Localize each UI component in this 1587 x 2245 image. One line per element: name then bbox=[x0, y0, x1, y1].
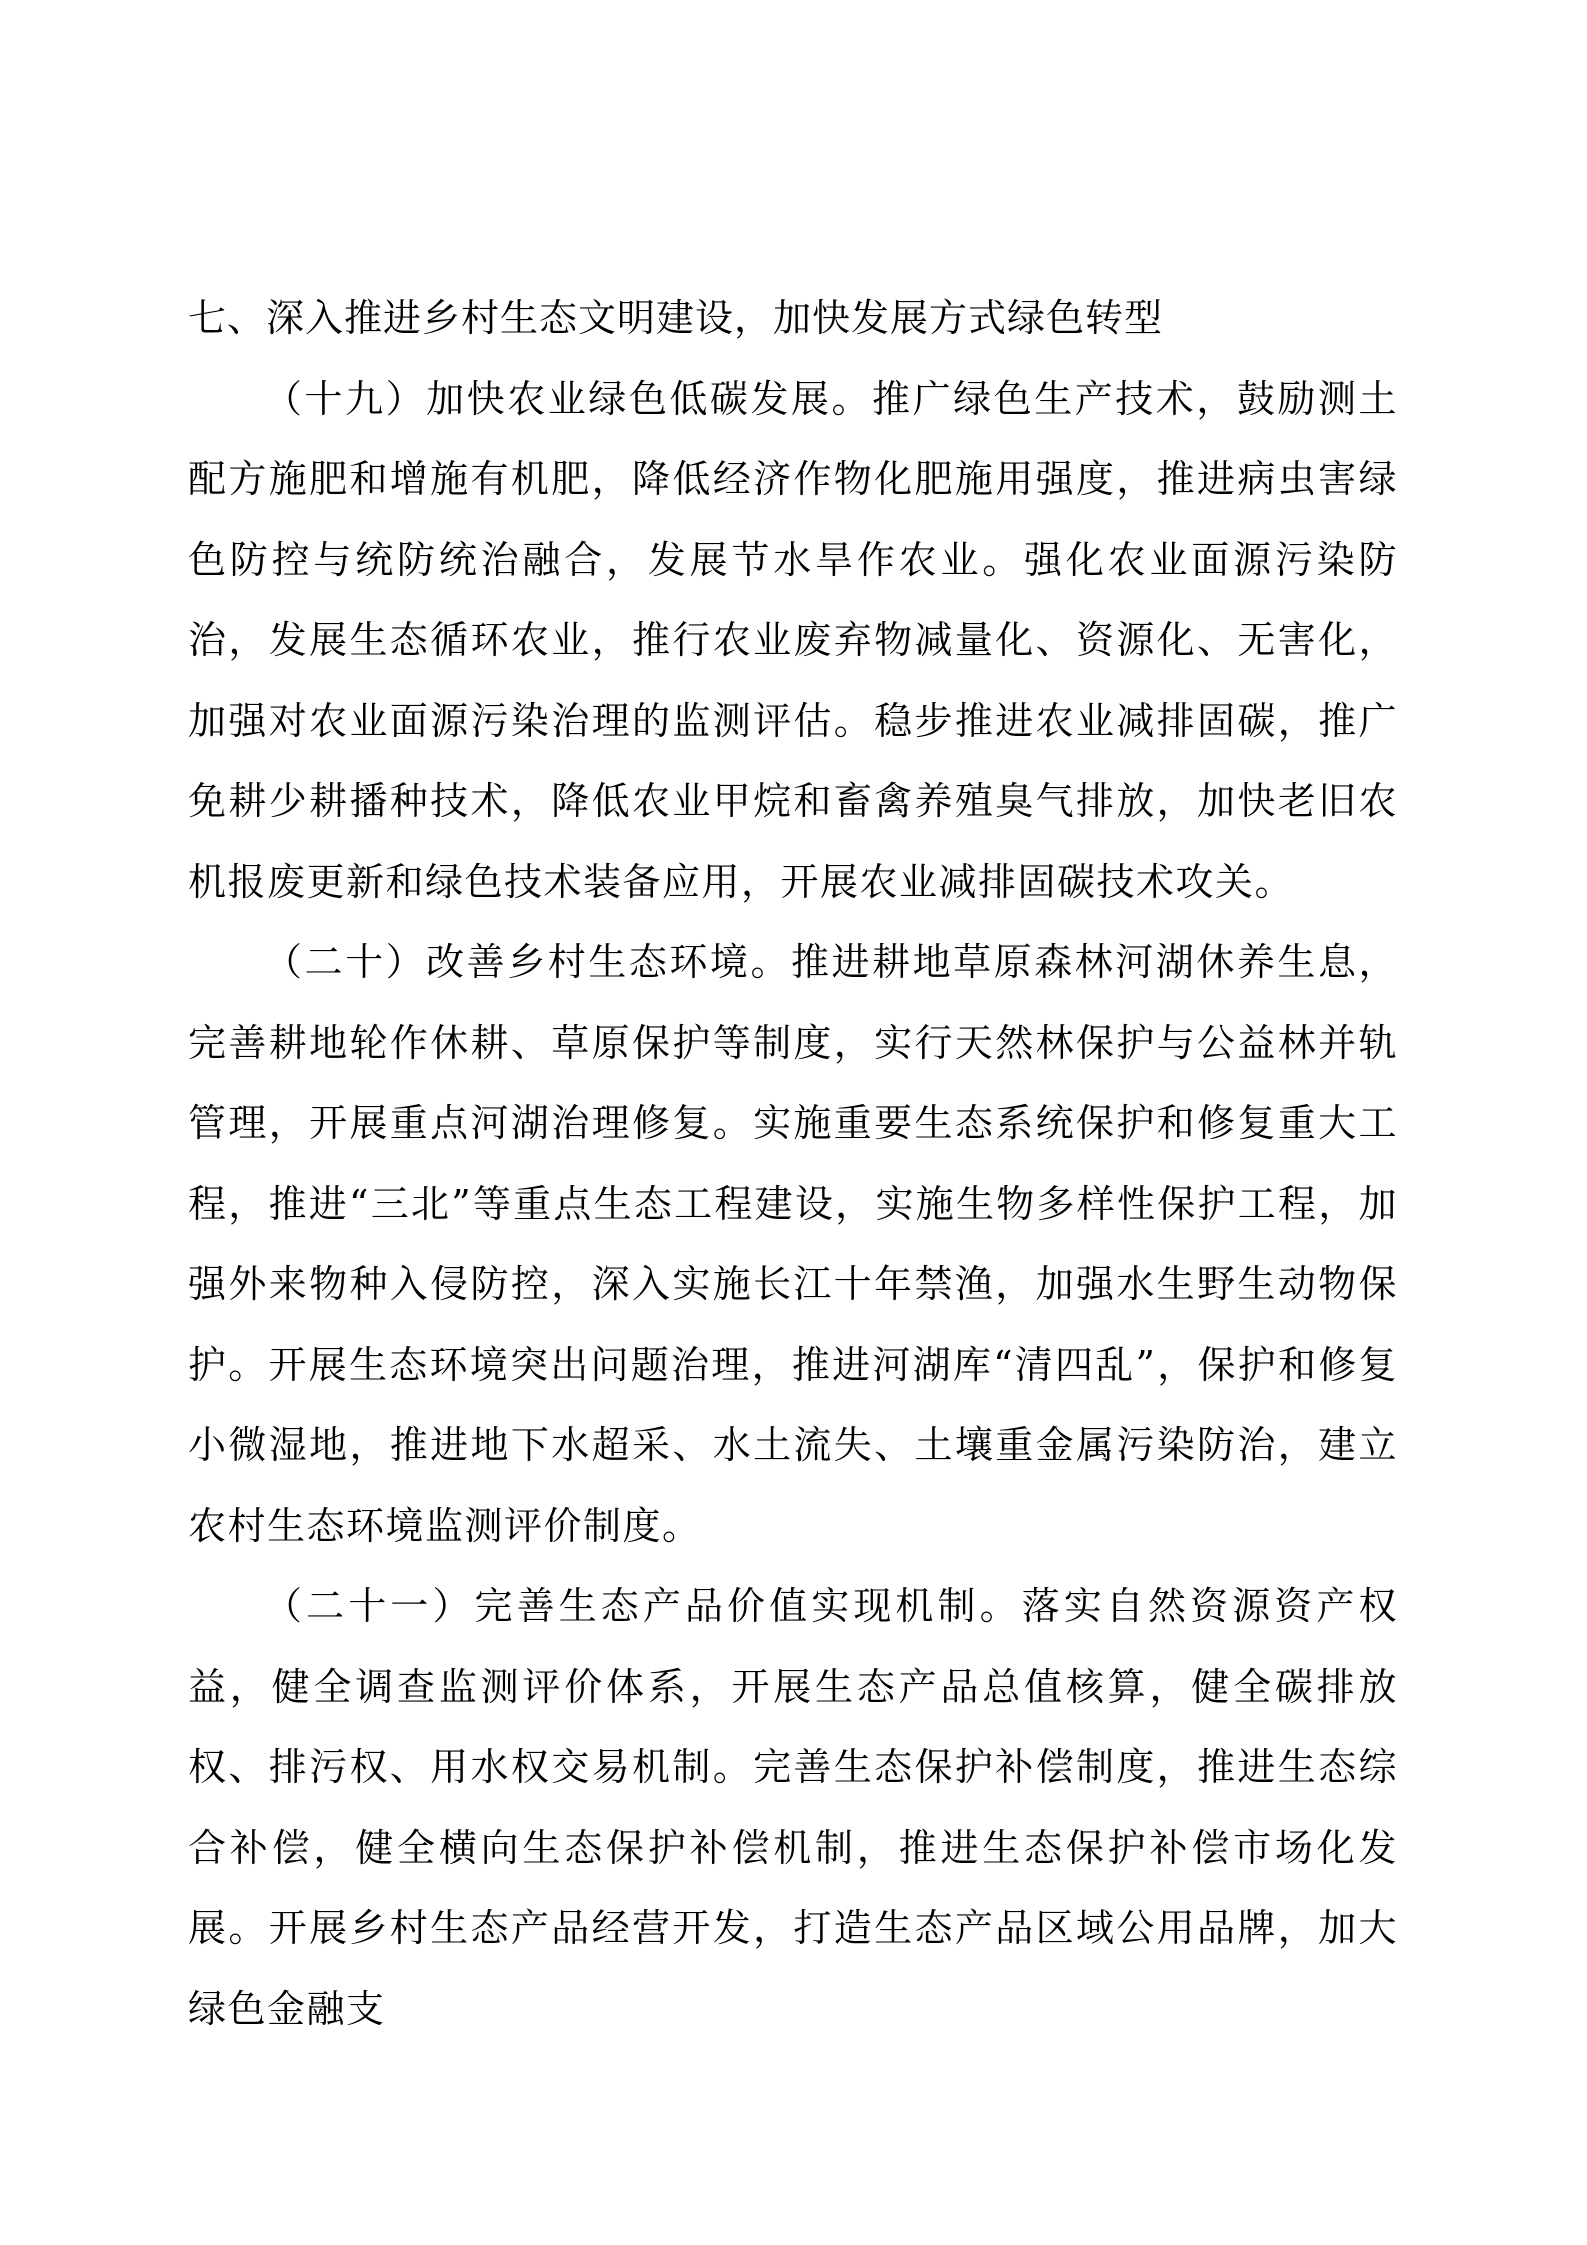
paragraph-20: （二十）改善乡村生态环境。推进耕地草原森林河湖休养生息，完善耕地轮作休耕、草原保护等制度，实行天然林保护与公益林并轨管理，开展重点河湖治理修复。实施重要生态系统保护和修复重大工程，推进“三北”等重点生态工程建设，实施生物多样性保护工程，加强外来物种入侵防控，深入实施长江十年禁渔，加强水生野生动物保护。开展生态环境突出问题治理，推进河湖库“清四乱”，保护和修复小微湿地，推进地下水超采、水土流失、土壤重金属污染防治，建立农村生态环境监测评价制度。 bbox=[188, 940, 1398, 1548]
paragraph-21: （二十一）完善生态产品价值实现机制。落实自然资源资产权益，健全调查监测评价体系，开展生态产品总值核算，健全碳排放权、排污权、用水权交易机制。完善生态保护补偿制度，推进生态综合补偿，健全横向生态保护补偿机制，推进生态保护补偿市场化发展。开展乡村生态产品经营开发，打造生态产品区域公用品牌，加大绿色金融支 bbox=[188, 1584, 1398, 2031]
document-body bbox=[188, 278, 1398, 2049]
section-heading: 七、深入推进乡村生态文明建设，加快发展方式绿色转型 bbox=[188, 296, 1164, 340]
paragraph-19: （十九）加快农业绿色低碳发展。推广绿色生产技术，鼓励测土配方施肥和增施有机肥，降低经济作物化肥施用强度，推进病虫害绿色防控与统防统治融合，发展节水旱作农业。强化农业面源污染防治，发展生态循环农业，推行农业废弃物减量化、资源化、无害化，加强对农业面源污染治理的监测评估。稳步推进农业减排固碳，推广免耕少耕播种技术，降低农业甲烷和畜禽养殖臭气排放，加快老旧农机报废更新和绿色技术装备应用，开展农业减排固碳技术攻关。 bbox=[188, 376, 1398, 904]
